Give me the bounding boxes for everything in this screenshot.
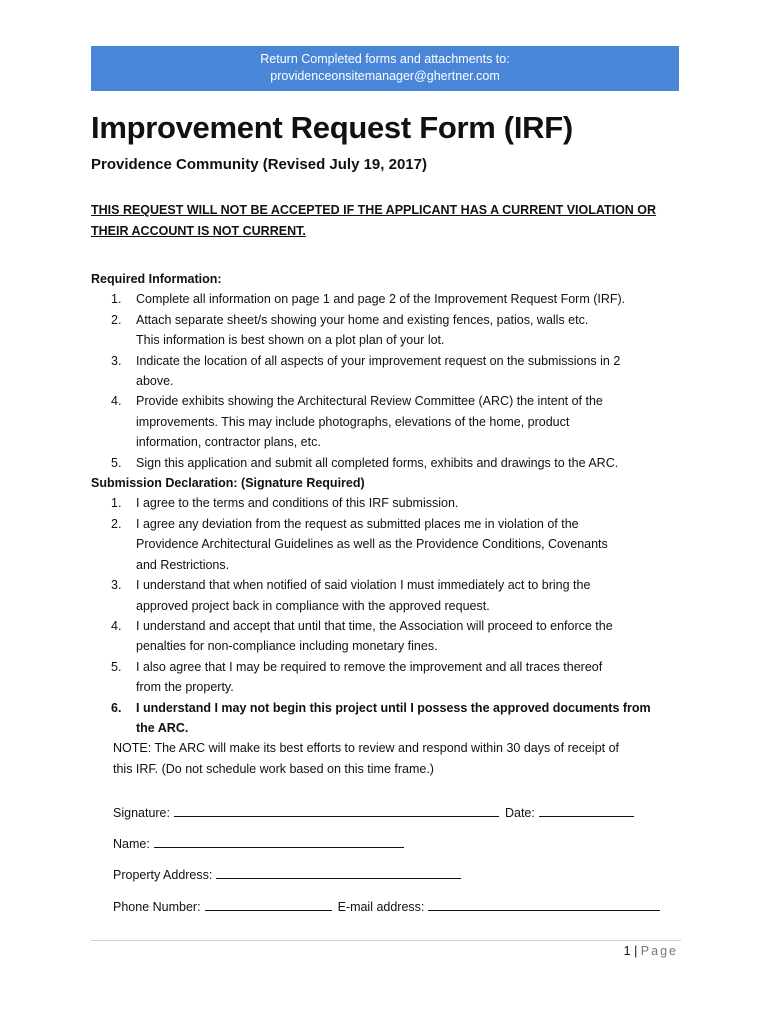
list-item [91,453,683,473]
item-line: approved project back in compliance with the approved request. [136,598,490,613]
footer-divider [91,940,681,941]
item-line: from the property. [136,680,234,695]
return-instructions-banner [91,46,679,91]
item-number: 1. [111,496,122,511]
declaration-list [91,493,683,738]
item-line: and Restrictions. [136,557,230,572]
required-info-heading: Required Information: [91,272,222,286]
item-number: 6. [111,700,122,715]
item-line: I agree to the terms and conditions of this IRF submission. [136,496,459,511]
address-field[interactable] [216,865,461,879]
list-item [91,351,683,392]
item-number: 2. [111,516,122,531]
email-label: E-mail address: [337,900,425,914]
page-subtitle: Providence Community (Revised July 19, 2017) [91,156,427,173]
item-line: Sign this application and submit all completed forms, exhibits and drawings to the ARC. [136,455,619,470]
item-line: I agree any deviation from the request as submitted places me in violation of the [136,516,579,531]
list-item [91,310,683,351]
note-line: NOTE: The ARC will make its best efforts to review and respond within 30 days of receipt of [113,741,620,756]
note-line: this IRF. (Do not schedule work based on this time frame.) [113,761,434,776]
address-label: Property Address: [113,868,213,882]
email-field[interactable] [428,897,660,911]
item-number: 3. [111,353,122,368]
item-line: the ARC. [136,720,189,735]
page-word: Page [640,944,678,958]
signature-field[interactable] [174,803,499,817]
form-instructions [91,269,683,779]
list-item [91,657,683,698]
phone-field[interactable] [205,897,332,911]
list-item [91,493,683,513]
list-item-emphasized [91,698,683,739]
list-item [91,616,683,657]
signature-label: Signature: [113,806,170,820]
item-number: 3. [111,578,122,593]
footer-separator: | [634,944,638,958]
name-row [113,834,404,851]
item-line: Attach separate sheet/s showing your home and existing fences, patios, walls etc. [136,312,589,327]
item-line: improvements. This may include photographs, elevations of the home, product [136,414,570,429]
item-number: 2. [111,312,122,327]
address-row [113,865,461,882]
item-line: above. [136,374,174,389]
item-line: penalties for non-compliance including monetary fines. [136,639,438,654]
name-field[interactable] [154,834,404,848]
contact-row [113,897,660,914]
list-item [91,514,683,575]
item-line: I understand I may not begin this project until I possess the approved documents from [136,700,651,715]
item-line: Complete all information on page 1 and page 2 of the Improvement Request Form (IRF). [136,292,626,307]
banner-line-1: Return Completed forms and attachments to: [260,52,510,66]
acceptance-warning: THIS REQUEST WILL NOT BE ACCEPTED IF THE APPLICANT HAS A CURRENT VIOLATION OR THEIR ACCOUNT IS NOT CURRENT. [91,203,657,238]
item-line: Provide exhibits showing the Architectural Review Committee (ARC) the intent of the [136,394,603,409]
item-line: This information is best shown on a plot plan of your lot. [136,333,445,348]
item-line: Providence Architectural Guidelines as well as the Providence Conditions, Covenants [136,537,608,552]
list-item [91,289,683,309]
item-number: 5. [111,455,122,470]
list-item [91,575,683,616]
item-line: I understand and accept that until that time, the Association will proceed to enforce the [136,618,613,633]
banner-email: providenceonsitemanager@ghertner.com [270,69,500,83]
signature-row [113,803,634,820]
item-number: 1. [111,292,122,307]
item-number: 4. [111,618,122,633]
item-line: I understand that when notified of said violation I must immediately act to bring the [136,578,591,593]
item-line: information, contractor plans, etc. [136,435,321,450]
page-title: Improvement Request Form (IRF) [91,110,573,145]
item-number: 5. [111,659,122,674]
review-note [91,738,683,779]
date-label: Date: [504,806,535,820]
declaration-heading: Submission Declaration: (Signature Required) [91,476,365,491]
required-info-list [91,289,683,473]
item-number: 4. [111,394,122,409]
item-line: Indicate the location of all aspects of your improvement request on the submissions in 2 [136,353,621,368]
date-field[interactable] [539,803,634,817]
page-footer [624,944,678,958]
item-line: I also agree that I may be required to remove the improvement and all traces thereof [136,659,603,674]
name-label: Name: [113,837,150,851]
list-item [91,391,683,452]
page-number: 1 [623,944,631,958]
phone-label: Phone Number: [113,900,201,914]
